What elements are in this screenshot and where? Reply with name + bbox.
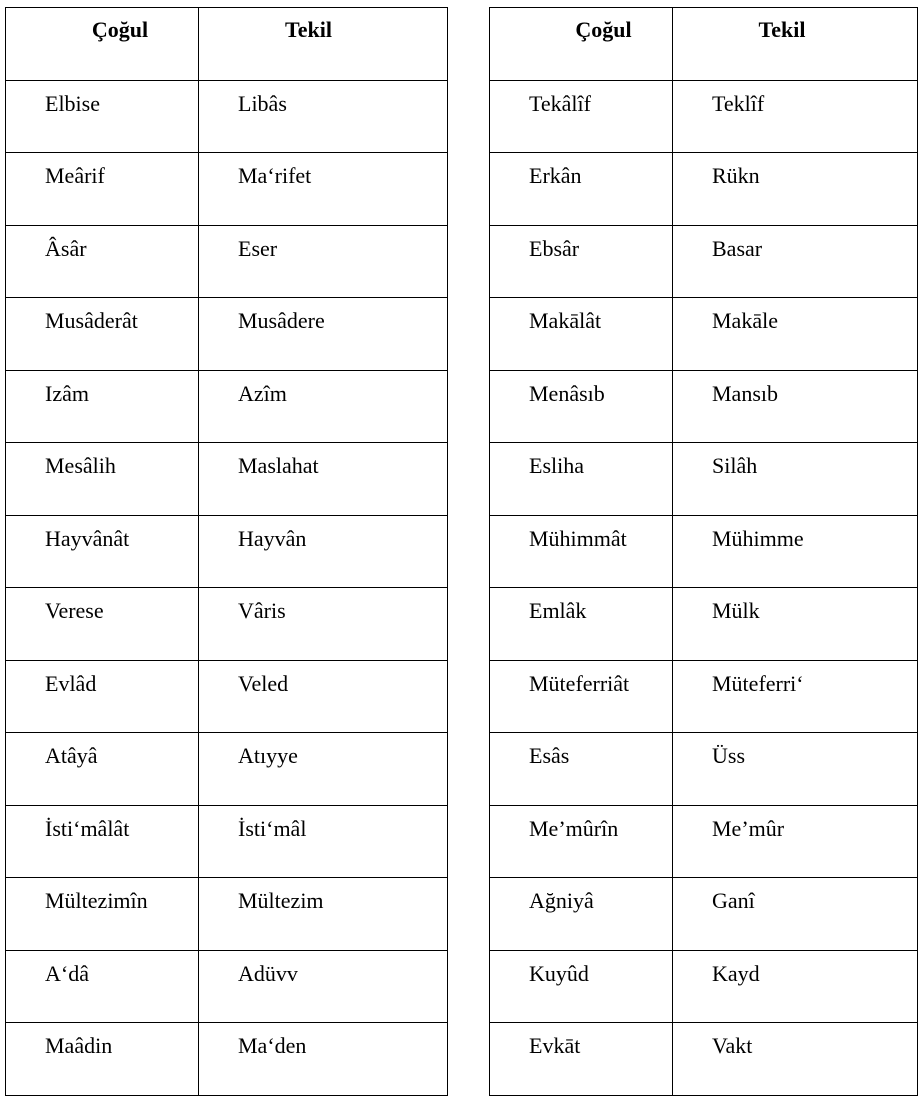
singular-cell: Üss [673,733,918,806]
singular-cell: Ganî [673,878,918,951]
plural-cell: İsti‘mâlât [6,805,199,878]
singular-cell: Libâs [199,80,448,153]
plural-column-header: Çoğul [6,8,199,81]
right-word-table [489,7,918,1096]
plural-cell: Maâdin [6,1023,199,1096]
table-row [490,515,918,588]
table-row [6,733,448,806]
singular-cell: Mansıb [673,370,918,443]
header-row [6,8,448,81]
singular-cell: Azîm [199,370,448,443]
table-row [6,878,448,951]
plural-cell: Atâyâ [6,733,199,806]
plural-cell: Ebsâr [490,225,673,298]
singular-cell: Silâh [673,443,918,516]
table-row [490,443,918,516]
plural-cell: Ağniyâ [490,878,673,951]
plural-cell: Tekâlîf [490,80,673,153]
singular-cell: Mühimme [673,515,918,588]
table-row [490,80,918,153]
singular-cell: Basar [673,225,918,298]
singular-cell: İsti‘mâl [199,805,448,878]
singular-cell: Atıyye [199,733,448,806]
plural-cell: Erkân [490,153,673,226]
singular-cell: Maslahat [199,443,448,516]
plural-cell: Mültezimîn [6,878,199,951]
header-row [490,8,918,81]
singular-cell: Kayd [673,950,918,1023]
table-row [6,950,448,1023]
plural-cell: Makālât [490,298,673,371]
plural-cell: Me’mûrîn [490,805,673,878]
table-row [490,153,918,226]
table-row [6,588,448,661]
table-row [6,515,448,588]
plural-cell: Kuyûd [490,950,673,1023]
singular-column-header: Tekil [199,8,448,81]
singular-cell: Teklîf [673,80,918,153]
table-row [490,1023,918,1096]
singular-cell: Musâdere [199,298,448,371]
table-row [490,225,918,298]
singular-cell: Eser [199,225,448,298]
singular-cell: Vâris [199,588,448,661]
plural-cell: Meârif [6,153,199,226]
table-row [490,950,918,1023]
table-row [6,225,448,298]
singular-cell: Ma‘den [199,1023,448,1096]
table-row [490,733,918,806]
singular-cell: Hayvân [199,515,448,588]
table-row [490,588,918,661]
plural-column-header: Çoğul [490,8,673,81]
table-row [6,370,448,443]
table-row [6,298,448,371]
plural-cell: Elbise [6,80,199,153]
singular-cell: Makāle [673,298,918,371]
table-row [6,80,448,153]
singular-cell: Adüvv [199,950,448,1023]
table-row [6,443,448,516]
plural-cell: Menâsıb [490,370,673,443]
plural-cell: Hayvânât [6,515,199,588]
plural-cell: Musâderât [6,298,199,371]
singular-column-header: Tekil [673,8,918,81]
singular-cell: Ma‘rifet [199,153,448,226]
table-row [490,660,918,733]
table-row [6,153,448,226]
plural-cell: Âsâr [6,225,199,298]
plural-cell: Izâm [6,370,199,443]
table-row [490,805,918,878]
singular-cell: Veled [199,660,448,733]
plural-cell: Emlâk [490,588,673,661]
table-row [490,298,918,371]
plural-cell: A‘dâ [6,950,199,1023]
plural-cell: Müteferriât [490,660,673,733]
table-row [490,878,918,951]
plural-cell: Mesâlih [6,443,199,516]
singular-cell: Rükn [673,153,918,226]
table-row [6,660,448,733]
plural-cell: Verese [6,588,199,661]
singular-cell: Mültezim [199,878,448,951]
singular-cell: Me’mûr [673,805,918,878]
left-word-table [5,7,448,1096]
singular-cell: Mülk [673,588,918,661]
singular-cell: Vakt [673,1023,918,1096]
plural-cell: Esâs [490,733,673,806]
table-row [6,1023,448,1096]
singular-cell: Müteferri‘ [673,660,918,733]
plural-cell: Evkāt [490,1023,673,1096]
plural-cell: Mühimmât [490,515,673,588]
table-row [6,805,448,878]
plural-cell: Evlâd [6,660,199,733]
plural-cell: Esliha [490,443,673,516]
table-row [490,370,918,443]
